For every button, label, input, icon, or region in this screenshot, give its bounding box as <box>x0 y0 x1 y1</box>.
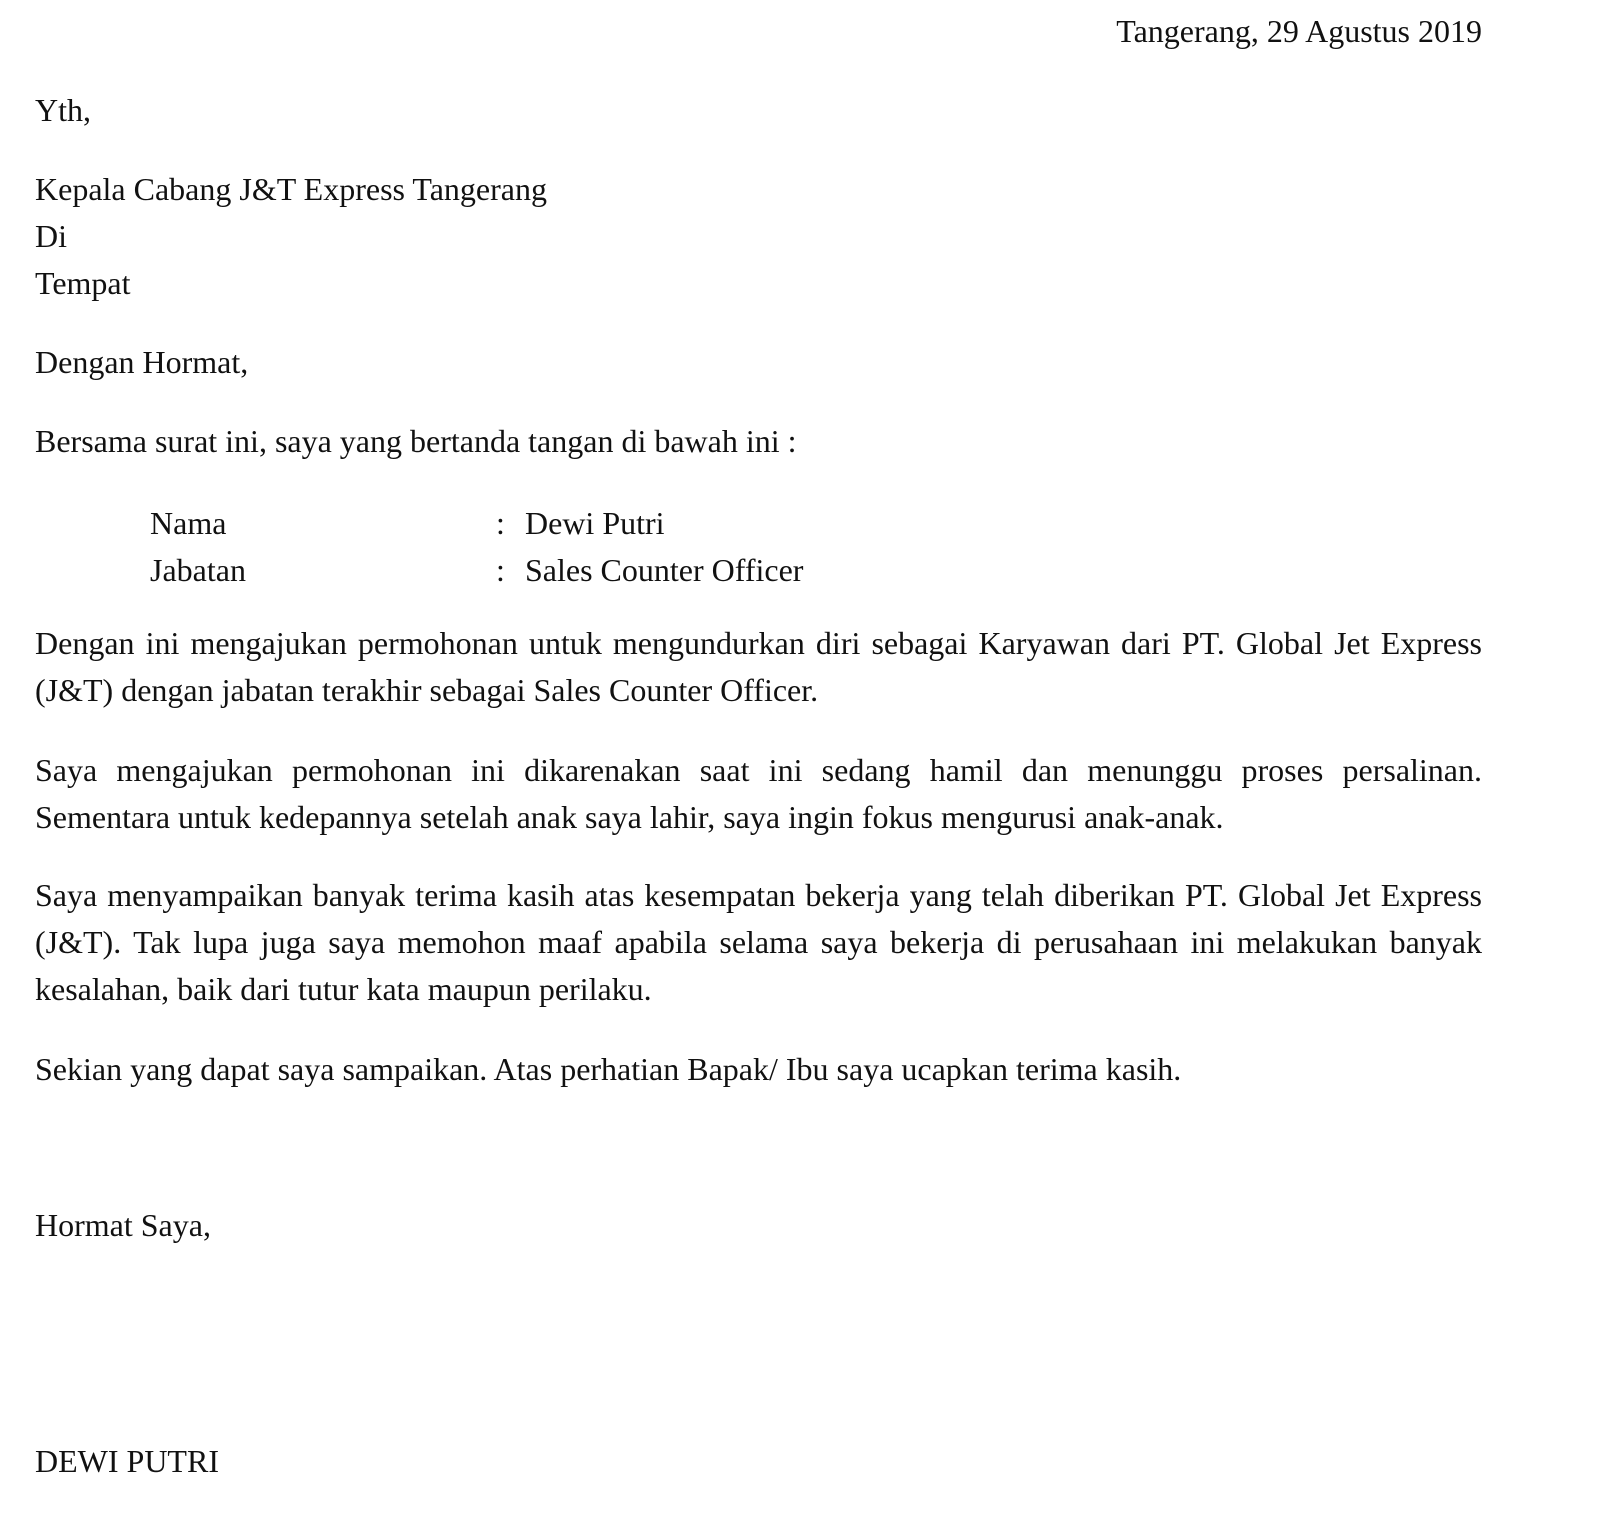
body-paragraph-reason: Saya mengajukan permohonan ini dikarenakan saat ini sedang hamil dan menunggu proses persalinan. Sementara untuk kedepannya setelah anak saya lahir, saya ingin fokus mengurusi anak-anak. <box>35 752 1482 835</box>
signer-name: DEWI PUTRI <box>35 1443 219 1479</box>
body-paragraph-thanks: Saya menyampaikan banyak terima kasih atas kesempatan bekerja yang telah diberikan PT. Global Jet Express (J&T). Tak lupa juga saya memohon maaf apabila selama saya bekerja di perusahaan ini melakukan banyak kesalahan, baik dari tutur kata maupun perilaku. <box>35 877 1482 1007</box>
salutation-to: Yth, <box>35 92 91 128</box>
identity-value: Dewi Putri <box>525 505 665 541</box>
body-paragraph-closing: Sekian yang dapat saya sampaikan. Atas perhatian Bapak/ Ibu saya ucapkan terima kasih. <box>35 1051 1182 1087</box>
identity-label: Nama <box>150 505 227 541</box>
intro-text: Bersama surat ini, saya yang bertanda tangan di bawah ini : <box>35 423 797 459</box>
identity-label: Jabatan <box>150 552 246 588</box>
greeting: Dengan Hormat, <box>35 344 249 380</box>
body-paragraph-resignation: Dengan ini mengajukan permohonan untuk mengundurkan diri sebagai Karyawan dari PT. Global Jet Express (J&T) dengan jabatan terakhir sebagai Sales Counter Officer. <box>35 625 1482 708</box>
identity-colon: : <box>496 505 505 541</box>
letter-document <box>35 0 1482 1522</box>
identity-row-name <box>150 500 803 547</box>
identity-value: Sales Counter Officer <box>525 552 804 588</box>
identity-row-position <box>150 547 803 594</box>
place-date: Tangerang, 29 Agustus 2019 <box>1116 13 1482 49</box>
recipient-line-1: Kepala Cabang J&T Express Tangerang <box>35 171 547 207</box>
identity-colon: : <box>496 552 505 588</box>
closing-phrase: Hormat Saya, <box>35 1207 211 1243</box>
recipient-line-3: Tempat <box>35 265 131 301</box>
identity-table <box>150 500 803 594</box>
recipient-line-2: Di <box>35 218 67 254</box>
